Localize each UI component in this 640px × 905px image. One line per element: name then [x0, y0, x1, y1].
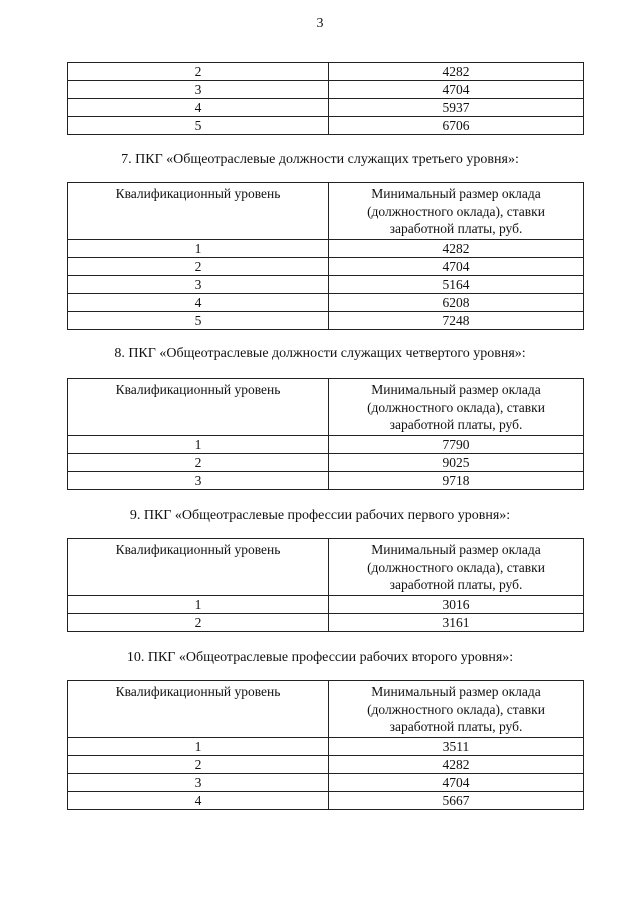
header-level: Квалификационный уровень	[68, 379, 329, 436]
table-header-row	[68, 183, 584, 240]
salary-table-10	[67, 680, 584, 810]
table-header-row	[68, 539, 584, 596]
salary-cell: 4282	[329, 755, 584, 773]
section-title-8: 8. ПКГ «Общеотраслевые должности служащих четвертого уровня»:	[114, 346, 526, 361]
level-cell: 1	[68, 239, 329, 257]
table-row	[68, 99, 584, 117]
table-row	[68, 81, 584, 99]
table-row	[68, 239, 584, 257]
table-row	[68, 311, 584, 329]
salary-cell: 5164	[329, 275, 584, 293]
header-level: Квалификационный уровень	[68, 183, 329, 240]
table-header-row	[68, 681, 584, 738]
salary-cell: 3511	[329, 737, 584, 755]
table-row	[68, 613, 584, 631]
table-row	[68, 275, 584, 293]
table-row	[68, 453, 584, 471]
level-cell: 3	[68, 275, 329, 293]
table-row	[68, 257, 584, 275]
salary-cell: 6208	[329, 293, 584, 311]
table-row	[68, 293, 584, 311]
salary-cell: 4704	[329, 81, 584, 99]
salary-cell: 5667	[329, 791, 584, 809]
salary-cell: 5937	[329, 99, 584, 117]
level-cell: 3	[68, 773, 329, 791]
header-salary: Минимальный размер оклада (должностного оклада), ставки заработной платы, руб.	[329, 379, 584, 436]
salary-cell: 6706	[329, 117, 584, 135]
level-cell: 2	[68, 63, 329, 81]
level-cell: 4	[68, 791, 329, 809]
section-title-9: 9. ПКГ «Общеотраслевые профессии рабочих первого уровня»:	[129, 508, 511, 523]
salary-cell: 4282	[329, 239, 584, 257]
table-row	[68, 773, 584, 791]
table-row	[68, 595, 584, 613]
salary-table-9	[67, 538, 584, 632]
level-cell: 2	[68, 257, 329, 275]
level-cell: 4	[68, 293, 329, 311]
table-row	[68, 435, 584, 453]
table-row	[68, 117, 584, 135]
level-cell: 5	[68, 117, 329, 135]
table-header-row	[68, 379, 584, 436]
table-row	[68, 471, 584, 489]
header-level: Квалификационный уровень	[68, 539, 329, 596]
level-cell: 5	[68, 311, 329, 329]
salary-cell: 7790	[329, 435, 584, 453]
level-cell: 4	[68, 99, 329, 117]
salary-cell: 9025	[329, 453, 584, 471]
level-cell: 2	[68, 613, 329, 631]
salary-cell: 9718	[329, 471, 584, 489]
salary-cell: 7248	[329, 311, 584, 329]
salary-table-8	[67, 378, 584, 490]
table-row	[68, 791, 584, 809]
level-cell: 1	[68, 737, 329, 755]
level-cell: 3	[68, 81, 329, 99]
table-row	[68, 755, 584, 773]
continued-salary-table	[67, 62, 584, 135]
salary-cell: 4704	[329, 773, 584, 791]
level-cell: 3	[68, 471, 329, 489]
table-row	[68, 737, 584, 755]
header-salary: Минимальный размер оклада (должностного оклада), ставки заработной платы, руб.	[329, 539, 584, 596]
level-cell: 2	[68, 453, 329, 471]
salary-cell: 4704	[329, 257, 584, 275]
salary-cell: 4282	[329, 63, 584, 81]
salary-cell: 3016	[329, 595, 584, 613]
page-number: 3	[316, 16, 324, 31]
salary-table-7	[67, 182, 584, 330]
salary-cell: 3161	[329, 613, 584, 631]
level-cell: 1	[68, 435, 329, 453]
section-title-10: 10. ПКГ «Общеотраслевые профессии рабочих второго уровня»:	[126, 650, 514, 665]
level-cell: 1	[68, 595, 329, 613]
header-salary: Минимальный размер оклада (должностного оклада), ставки заработной платы, руб.	[329, 681, 584, 738]
header-level: Квалификационный уровень	[68, 681, 329, 738]
section-title-7: 7. ПКГ «Общеотраслевые должности служащих третьего уровня»:	[121, 152, 519, 167]
header-salary: Минимальный размер оклада (должностного оклада), ставки заработной платы, руб.	[329, 183, 584, 240]
table-row	[68, 63, 584, 81]
level-cell: 2	[68, 755, 329, 773]
